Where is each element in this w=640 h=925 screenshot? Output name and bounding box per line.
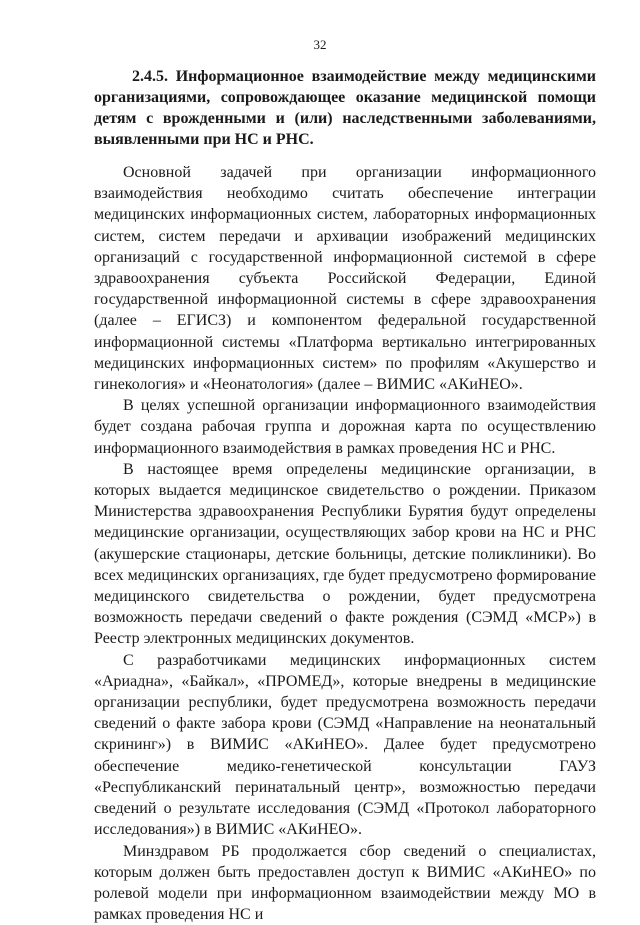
- paragraph: Минздравом РБ продолжается сбор сведений о специалистах, которым должен быть предоставлен доступ к ВИМИС «АКиНЕО» по ролевой модели при информационном взаимодействии между МО в рамках проведения НС и: [94, 841, 596, 925]
- document-body: [94, 66, 596, 925]
- paragraph: В целях успешной организации информационного взаимодействия будет создана рабочая группа и дорожная карта по осуществлению информационного взаимодействия в рамках проведения НС и РНС.: [94, 395, 596, 459]
- section-heading: 2.4.5. Информационное взаимодействие между медицинскими организациями, сопровождающее оказание медицинской помощи детям с врожденными и (или) наследственными заболеваниями, выявленными при НС и РНС.: [94, 66, 596, 150]
- paragraph: Основной задачей при организации информационного взаимодействия необходимо считать обеспечение интеграции медицинских информационных систем, лабораторных информационных систем, систем передачи и архивации изображений медицинских организаций с государственной информационной системой в сфере здравоохранения субъекта Российской Федерации, Единой государственной информационной системы в сфере здравоохранения (далее – ЕГИСЗ) и компонентом федеральной государственной информационной системы «Платформа вертикально интегрированных медицинских информационных систем» по профилям «Акушерство и гинекология» и «Неонатология» (далее – ВИМИС «АКиНЕО».: [94, 162, 596, 395]
- page-number: 32: [0, 37, 640, 53]
- paragraph: В настоящее время определены медицинские организации, в которых выдается медицинское свидетельство о рождении. Приказом Министерства здравоохранения Республики Бурятия будут определены медицинские организации, осуществляющих забор крови на НС и РНС (акушерские стационары, детские больницы, детские поликлиники). Во всех медицинских организациях, где будет предусмотрено формирование медицинского свидетельства о рождении, будет предусмотрена возможность передачи сведений о факте рождения (СЭМД «МСР») в Реестр электронных медицинских документов.: [94, 459, 596, 650]
- paragraph: С разработчиками медицинских информационных систем «Ариадна», «Байкал», «ПРОМЕД», которые внедрены в медицинские организации республики, будет предусмотрена возможность передачи сведений о факте забора крови (СЭМД «Направление на неонатальный скрининг») в ВИМИС «АКиНЕО». Далее будет предусмотрено обеспечение медико-генетической консультации ГАУЗ «Республиканский перинатальный центр», возможностью передачи сведений о результате исследования (СЭМД «Протокол лабораторного исследования») в ВИМИС «АКиНЕО».: [94, 650, 596, 841]
